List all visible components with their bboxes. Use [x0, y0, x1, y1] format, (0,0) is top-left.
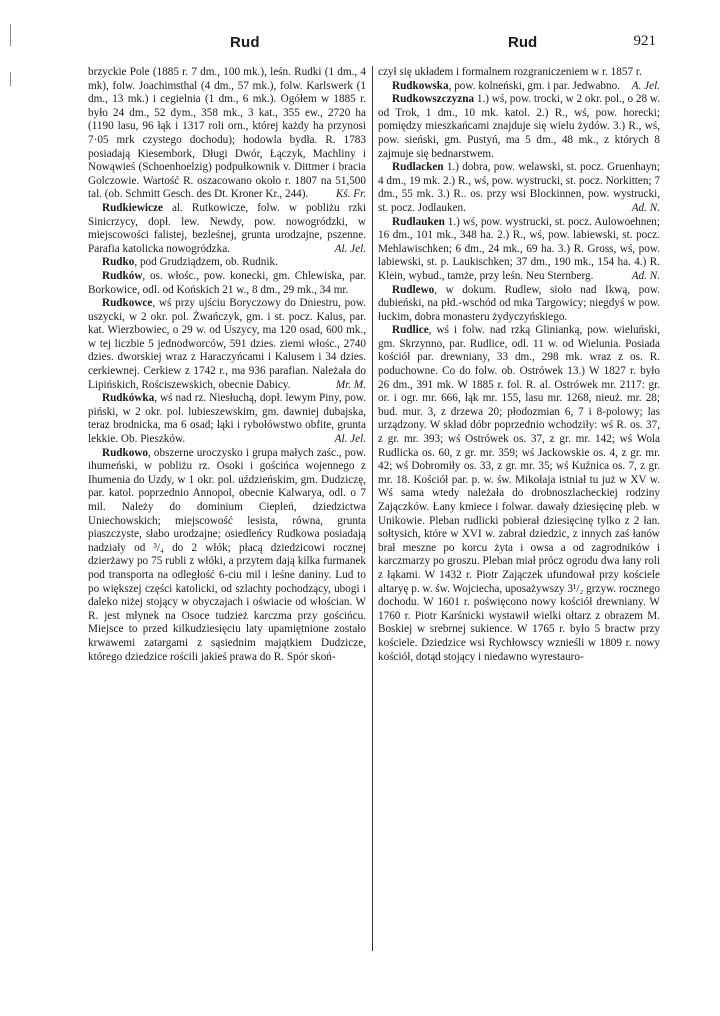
dictionary-entry [88, 447, 366, 665]
entry-author-signature: Ad. N. [631, 201, 660, 214]
dictionary-entry [378, 324, 660, 664]
entry-text: , pow. kolneński, gm. i par. Jedwabno. [448, 79, 621, 92]
entry-text: , obszerne uroczysko i grupa małych zaśc., pow. ihumeński, w pobliżu rz. Osoki i gościńca wojennego z Ihumenia do Uzdy, w 1 okr. pol. uździeńskim, gm. Dudziczę, par. katol. poprzednio Annopol, obecnie Kalwarya, odl. o 7 mil. Należy do dominium Ciepleń, dziedzictwa Uniechowskich; miejscowość lesista, równa, grunta piaszczyste, słabo urodzajne; osiedleńcy Rudkowa posiadają nadziały od ³/₄ do 2 włók; płacą dziedzicowi rocznej dzierżawy po 75 rubli z włóki, a przytem dają kilka furmanek pod transporta na odległość 6-ciu mil i leśne daniny. Lud to po większej części katolicki, od szlachty pochodzący, ubogi i daleko niżej stojący w obyczajach i oświacie od włościan. W R. jest młynek na Osoce tudzież karczma przy gościńcu. Miejsce to przed kilkudziesięciu laty upamiętnione zostało krwawemi zatargami z sąsiednim majątkiem Dudzicze, którego dziedzice rościli jakieś prawa do R. Spór skoń- [88, 446, 366, 663]
dictionary-entry [88, 66, 366, 202]
left-column [88, 66, 366, 664]
dictionary-entry [88, 392, 366, 446]
dictionary-entry [88, 270, 366, 297]
column-divider [372, 66, 373, 951]
entry-headword: Rudkowce [102, 297, 153, 310]
entry-headword: Rudlice [392, 324, 429, 337]
dictionary-entry [88, 297, 366, 392]
entry-headword: Rudko [102, 256, 135, 269]
entry-headword: Rudkiewicze [102, 201, 163, 214]
dictionary-entry [88, 202, 366, 256]
entry-headword: Rudkowo [102, 446, 149, 459]
entry-headword: Rudkowszczyzna [392, 93, 475, 106]
entry-text: brzyckie Pole (1885 r. 7 dm., 100 mk.), leśn. Rudki (1 dm., 4 mk), folw. Joachimsthal (4 dm., 57 mk.), folw. Karlswerk (1 dm., 13 mk.) i cegielnia (1 dm., 6 mk.). Ogółem w 1885 r. było 24 dm., 52 dym., 358 mk., 3 kat., 355 ew., 2720 ha (1190 lasu, 96 łąk i 1317 roli orn., której każdy ha przynosi 7·05 mrk czystego dochodu); hodowla bydła. R. 1783 posiadają Kiesembork, Długi Dwór, Łączyk, Machliny i Nowąwieś (Schoenhoelzig) podpułkownik v. Dittmer i bracia Golczowie. Wartość R. oszacowano około r. 1807 na 51,500 tal. (ob. Schmitt Gesch. des Dt. Kroner Kr., 244). [88, 66, 366, 201]
entry-headword: Rudkowska [392, 79, 449, 92]
page-edge-mark [10, 24, 11, 46]
dictionary-entry [378, 161, 660, 215]
dictionary-entry [378, 216, 660, 284]
entry-author-signature: Kś. Fr. [335, 188, 366, 201]
dictionary-entry [378, 284, 660, 325]
entry-text: al. Rutkowicze, folw. w pobliżu rzki Sinicrzycy, dopł. lew. Newdy, pow. nowogródzki, w miejscowości falistej, bezleśnej, grunta urodzajne, pszenne. Parafia katolicka nowogródzka. [88, 201, 366, 255]
entry-author-signature: Ad. N. [631, 269, 660, 282]
entry-text: 1.) wś, pow. wystrucki, st. pocz. Aulowoehnen; 16 dm., 101 mk., 348 ha. 2.) R., wś, pow. labiewski, st. pocz. Mehlawischken; 6 dm., 24 mk., 69 ha. 3.) R. Gross, wś, pow. labiewski, st. p. Laukischken; 37 dm., 190 mk., 154 ha. 4.) R. Klein, wybud., tamże, przy leśn. Neu Sternberg. [378, 215, 660, 282]
entry-text: , wś przy ujściu Boryczowy do Dniestru, pow. uszycki, w 2 okr. pol. Żwańczyk, gm. i st. pocz. Kalus, par. kat. Wierzbowiec, o 29 w. od Uszycy, ma 120 osad, 600 mk., w tej liczbie 5 jednodworców, 591 dzies. ziemi włośc., 2740 dzies. dworskiej wraz z Haraczyńcami i Kalusem i 34 dzies. cerkiewnej. Cerkiew z 1742 r., ma 936 parafian. Należała do Lipińskich, Rościszewskich, obecnie Dabicy. [88, 297, 366, 391]
entry-headword: Rudlauken [392, 215, 445, 228]
page-number: 921 [633, 33, 656, 49]
right-column [378, 66, 660, 664]
dictionary-entry [378, 80, 660, 94]
entry-text: , pod Grudziądzem, ob. Rudnik. [134, 256, 278, 269]
entry-author-signature: A. Jel. [631, 79, 660, 92]
entry-author-signature: Al. Jel. [334, 433, 366, 446]
entry-author-signature: Mr. M. [335, 378, 366, 391]
page-edge-mark [10, 72, 11, 86]
entry-headword: Rudlewo [392, 283, 435, 296]
entry-text: , wś i folw. nad rzką Glinianką, pow. wieluński, gm. Skrzynno, par. Rudlice, odl. 11 w. od Wielunia. Posiada kościół par. drewniany, 33 dm., 298 mk. wraz z os. R. poduchowne. Co do folw. ob. Ostrówek 13.) W 1827 r. było 26 dm., 391 mk. W 1885 r. fol. R. al. Ostrówek mr. 2117: gr. or. i ogr. mr. 666, łąk mr. 155, lasu mr. 1268, nieuż. mr. 28; bud. mur. 3, z drzewa 20; płodozmian 6, 7 i 8-polowy; las urządzony. W skład dóbr poprzednio wchodziły: wś R. os. 37, z gr. mr. 393; wś Ostrówek os. 37, z gr. mr. 142; wś Wola Rudlicka os. 60, z gr. mr. 359; wś Jackowskie os. 4, z gr. mr. 42; wś Dobromiły os. 33, z gr. mr. 35; wś Kuźnica os. 7, z gr. mr. 18. Kościół par. p. w. św. Mikołaja istniał tu już w XV w. Wś sama wtedy należała do drobnoszlacheckiej rodziny Zajączków. Łany kmiece i folwar. dawały dziesięcinę pleb. w Unikowie. Pleban rudlicki pobierał dziesięcinę tylko z 2 łan. sołtysich, które w XVI w. zabrał dziedzic, z innych zaś łanów brał meszne po korcu żyta i owsa a od zagrodników i karczmarzy po groszu. Pleban miał prócz ogrodu dwa łany roli z łąkami. W 1432 r. Piotr Zajączek ufundował przy kościele altaryę p. w. św. Wojciecha, uposażywszy 3¹/₂ grzyw. rocznego dochodu. W 1601 r. poświęcono nowy kościół drewniany. W 1760 r. Piotr Karśnicki wystawił wielki ołtarz z obrazem M. Boskiej w srebrnej sukience. W 1765 r. było 5 bractw przy kościele. Dziedzice wsi Rychłowscy wznieśli w 1809 r. nowy kościół, dotąd stojący i niedawno wyrestauro- [378, 324, 661, 663]
entry-author-signature: Al. Jel. [334, 242, 366, 255]
entry-headword: Rudkówka [102, 392, 155, 405]
header-right-title: Rud [508, 34, 538, 51]
entry-text: 1.) dobra, pow. welawski, st. pocz. Gruenhayn; 4 dm., 19 mk. 2.) R., wś, pow. wystrucki, st. pocz. Norkitten; 7 dm., 55 mk. 3.) R.. os. przy wsi Blockinnen, pow. wystrucki, st. pocz. Jodlauken. [378, 161, 660, 214]
running-header [88, 30, 658, 58]
entry-headword: Rudlacken [392, 161, 444, 174]
entry-text: , os. włośc., pow. konecki, gm. Chlewiska, par. Borkowice, odl. od Końskich 21 w., 8 dm., 29 mk., 34 mr. [88, 269, 366, 296]
entry-text: , wś nad rz. Niesłuchą, dopł. lewym Piny, pow. piński, w 2 okr. pol. lubieszewskim, gm. dawniej dubajska, teraz brodnicka, ma 6 osad; łąki i rybołówstwo obfite, grunta lekkie. Ob. Pieszków. [88, 392, 366, 446]
dictionary-entry [88, 256, 366, 270]
entry-text: 1.) wś, pow. trocki, w 2 okr. pol., o 28 w. od Trok, 1 dm., 10 mk. katol. 2.) R., wś, pow. horecki; pomiędzy mieszkańcami znajduje się wielu żydów. 3.) R., wś, pow. sieński, gm. Pustyń, ma 5 dm., 48 mk., z których 8 zajmuje się bednarstwem. [378, 93, 660, 160]
entry-text: czył się układem i formalnem rozgraniczeniem w r. 1857 r. [378, 66, 642, 78]
dictionary-entry [378, 93, 660, 161]
header-left-title: Rud [230, 34, 260, 51]
entry-text: , w dokum. Rudlew, sioło nad Ikwą, pow. dubieński, na płd.-wschód od mka Targowicy; niegdyś w pow. łuckim, dobra monasteru żydyczyńskiego. [378, 283, 660, 323]
entry-headword: Rudków [102, 269, 143, 282]
two-column-body [88, 66, 660, 966]
